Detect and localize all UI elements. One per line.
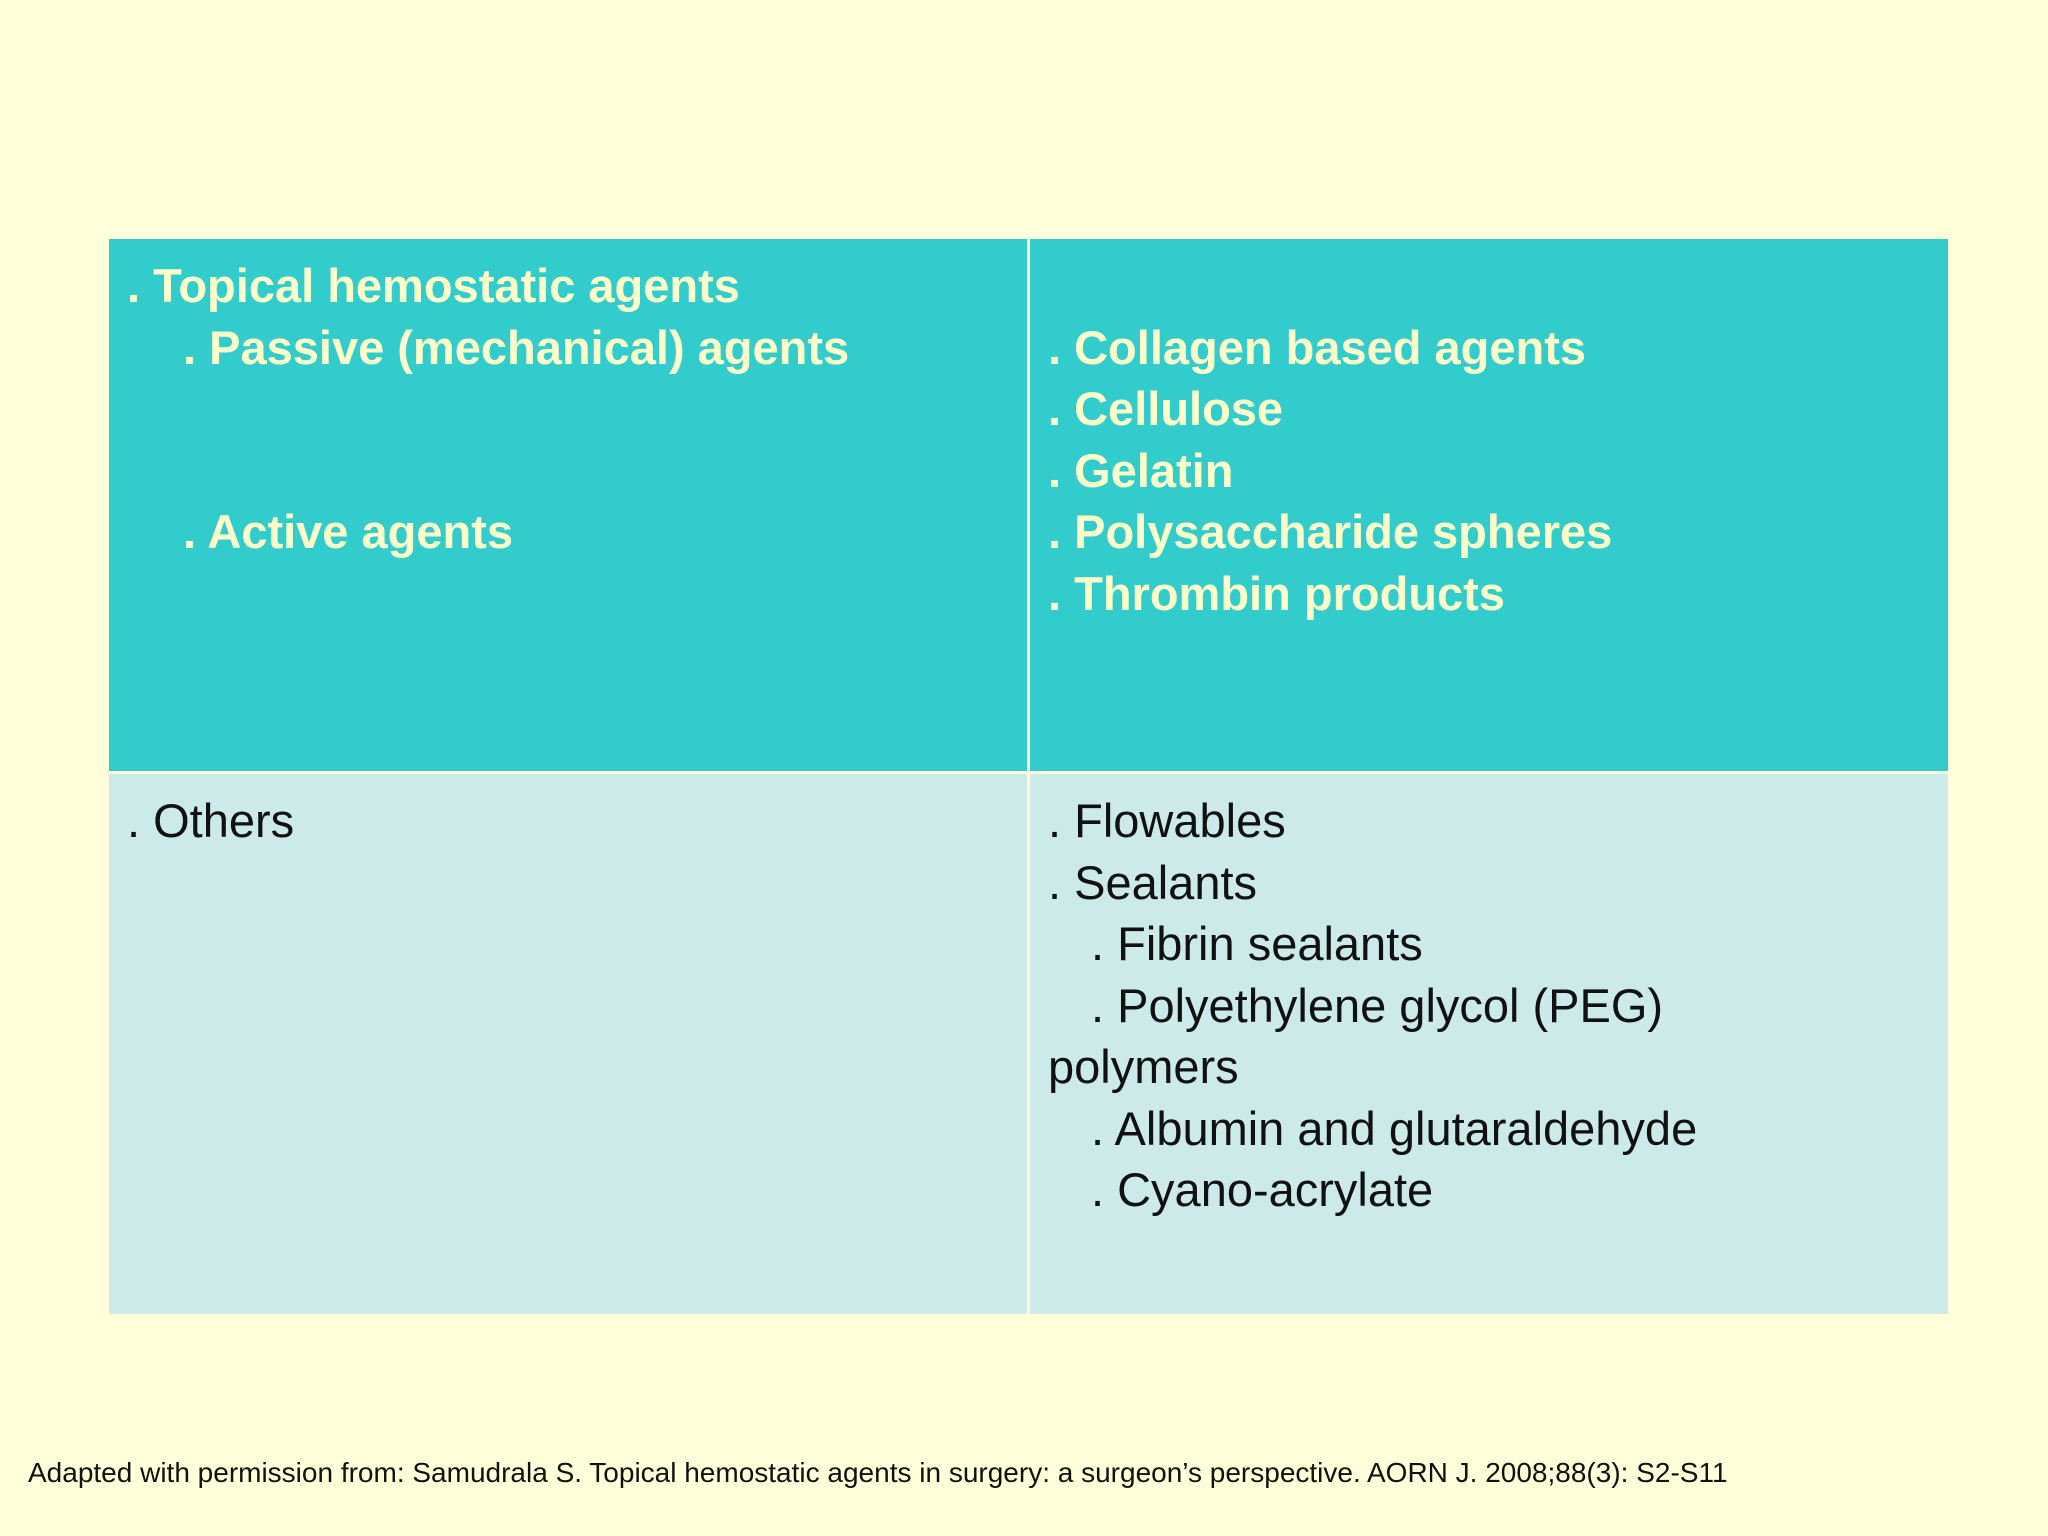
active-agents-label: . Active agents [183, 505, 513, 558]
fibrin-sealants-item: . Fibrin sealants [1091, 917, 1423, 970]
citation-footer: Adapted with permission from: Samudrala S. Topical hemostatic agents in surgery: a surgeon’s perspective. AORN J. 2008;88(3): S2-S11 [28, 1457, 1728, 1488]
list-item: . Polysaccharide spheres [1048, 505, 1613, 558]
list-item: . Gelatin [1048, 443, 1234, 497]
others-label: . Others [127, 794, 295, 847]
topical-agents-heading: . Topical hemostatic agents [127, 259, 740, 312]
bottom-left-cell [108, 773, 1029, 1316]
sealants-item: . Sealants [1048, 855, 1258, 909]
passive-agents-label: . Passive (mechanical) agents [183, 320, 850, 374]
list-item: . Collagen based agents [1048, 320, 1587, 374]
list-item: . Cellulose [1048, 382, 1284, 435]
cyano-acrylate-item: . Cyano-acrylate [1091, 1163, 1434, 1216]
peg-polymers-continuation: polymers [1048, 1040, 1239, 1093]
flowables-item: . Flowables [1048, 794, 1286, 847]
top-right-cell [1029, 238, 1950, 773]
table-row [108, 773, 1950, 1316]
bottom-right-cell [1029, 773, 1950, 1316]
table-row [108, 238, 1950, 773]
list-item: . Thrombin products [1048, 566, 1505, 620]
albumin-glutaraldehyde-item: . Albumin and glutaraldehyde [1091, 1101, 1698, 1155]
peg-polymers-item: . Polyethylene glycol (PEG) [1091, 978, 1664, 1032]
top-left-cell [108, 238, 1029, 773]
hemostatic-agents-table [106, 236, 1951, 1317]
